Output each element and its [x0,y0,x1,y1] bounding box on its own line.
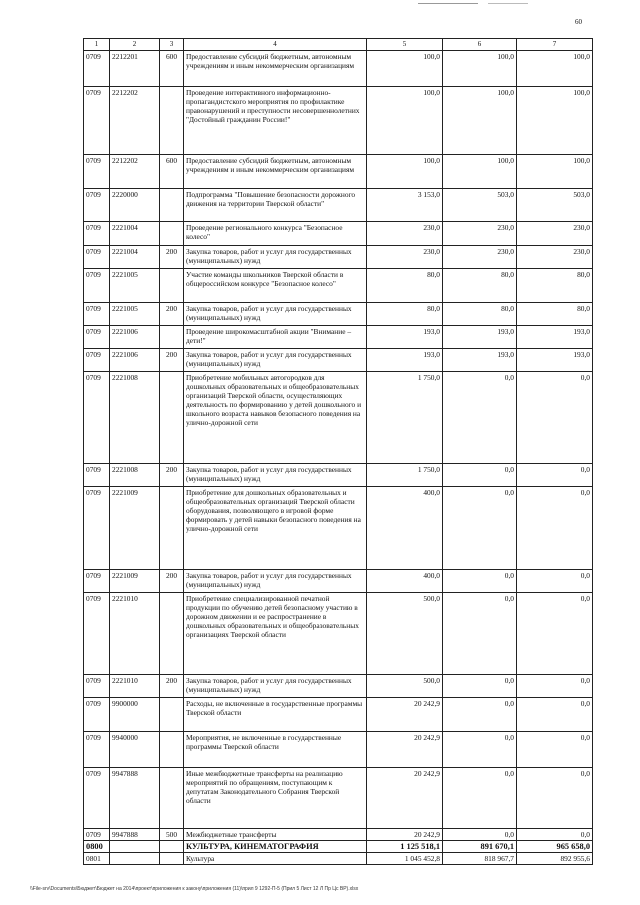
target-article-cell: 2221009 [110,570,160,593]
amount-year3-cell: 0,0 [517,593,593,675]
table-row [84,593,593,675]
description-cell: Закупка товаров, работ и услуг для государственных (муниципальных) нужд [184,246,367,269]
section-code-cell: 0709 [84,829,110,841]
description-cell: Предоставление субсидий бюджетным, автономным учреждениям и иным некоммерческим организациям [184,155,367,189]
expense-type-cell [160,87,184,155]
expense-type-cell: 200 [160,303,184,326]
target-article-cell: 2221004 [110,246,160,269]
table-row [84,675,593,698]
amount-year1-cell: 400,0 [367,487,443,570]
amount-year3-cell: 100,0 [517,51,593,87]
description-cell: Закупка товаров, работ и услуг для государственных (муниципальных) нужд [184,349,367,372]
amount-year1-cell: 100,0 [367,155,443,189]
amount-year3-cell: 0,0 [517,768,593,829]
amount-year3-cell: 80,0 [517,303,593,326]
target-article-cell: 2221006 [110,326,160,349]
description-cell: Межбюджетные трансферты [184,829,367,841]
amount-year1-cell: 1 750,0 [367,372,443,464]
amount-year1-cell: 1 750,0 [367,464,443,487]
section-code-cell: 0709 [84,675,110,698]
column-number-header [84,39,593,51]
amount-year3-cell: 230,0 [517,222,593,246]
amount-year3-cell: 0,0 [517,732,593,768]
section-code-cell: 0709 [84,487,110,570]
amount-year2-cell: 0,0 [443,372,517,464]
target-article-cell [110,841,160,853]
amount-year1-cell: 20 242,9 [367,698,443,732]
amount-year1-cell: 230,0 [367,222,443,246]
description-cell: Приобретение специализированной печатной продукции по обучению детей безопасному участию в дорожном движении и ее распространение в дошкольных образовательных и общеобразовательных организациях Тверской области [184,593,367,675]
amount-year3-cell: 892 955,6 [517,853,593,865]
target-article-cell: 9900000 [110,698,160,732]
target-article-cell: 2221010 [110,593,160,675]
expense-type-cell [160,372,184,464]
amount-year2-cell: 80,0 [443,269,517,303]
amount-year1-cell: 193,0 [367,349,443,372]
expense-type-cell [160,732,184,768]
section-code-cell: 0709 [84,189,110,222]
section-code-cell: 0709 [84,87,110,155]
table-row [84,853,593,865]
table-row [84,487,593,570]
target-article-cell: 2221010 [110,675,160,698]
expense-type-cell [160,593,184,675]
target-article-cell: 9947888 [110,768,160,829]
section-code-cell: 0709 [84,372,110,464]
expense-type-cell: 600 [160,155,184,189]
amount-year3-cell: 0,0 [517,698,593,732]
amount-year2-cell: 0,0 [443,570,517,593]
amount-year3-cell: 230,0 [517,246,593,269]
target-article-cell: 9947888 [110,829,160,841]
column-header: 3 [160,39,184,51]
description-cell: Расходы, не включенные в государственные программы Тверской области [184,698,367,732]
section-code-cell: 0801 [84,853,110,865]
section-code-cell: 0709 [84,349,110,372]
amount-year1-cell: 20 242,9 [367,829,443,841]
amount-year1-cell: 100,0 [367,51,443,87]
table-row [84,269,593,303]
table-row [84,326,593,349]
target-article-cell: 2221005 [110,303,160,326]
amount-year3-cell: 80,0 [517,269,593,303]
description-cell: Проведение интерактивного информационно-пропагандистского мероприятия по профилактике правонарушений и преступности несовершеннолетних "Достойный гражданин России!" [184,87,367,155]
table-row [84,732,593,768]
expense-type-cell [160,222,184,246]
table-row [84,768,593,829]
column-header: 6 [443,39,517,51]
amount-year3-cell: 503,0 [517,189,593,222]
section-code-cell: 0709 [84,303,110,326]
amount-year3-cell: 0,0 [517,464,593,487]
target-article-cell: 2221008 [110,372,160,464]
target-article-cell: 2212202 [110,87,160,155]
column-header: 7 [517,39,593,51]
description-cell: Приобретение для дошкольных образовательных и общеобразовательных организаций Тверской области оборудования, позволяющего в игровой форме формировать у детей навыки безопасного поведения на улично-дорожной сети [184,487,367,570]
section-code-cell: 0709 [84,732,110,768]
section-code-cell: 0709 [84,246,110,269]
amount-year3-cell: 100,0 [517,87,593,155]
expense-type-cell: 500 [160,829,184,841]
section-code-cell: 0709 [84,570,110,593]
expense-type-cell: 200 [160,246,184,269]
expense-type-cell [160,326,184,349]
table-row [84,246,593,269]
section-code-cell: 0709 [84,222,110,246]
table-row [84,87,593,155]
section-code-cell: 0800 [84,841,110,853]
table-row [84,303,593,326]
description-cell: Закупка товаров, работ и услуг для государственных (муниципальных) нужд [184,464,367,487]
amount-year2-cell: 0,0 [443,487,517,570]
table-row [84,222,593,246]
table-row [84,570,593,593]
expense-type-cell: 200 [160,464,184,487]
amount-year2-cell: 503,0 [443,189,517,222]
expense-type-cell [160,768,184,829]
table-row [84,189,593,222]
description-cell: КУЛЬТУРА, КИНЕМАТОГРАФИЯ [184,841,367,853]
expense-type-cell [160,853,184,865]
target-article-cell: 2221009 [110,487,160,570]
target-article-cell: 2212201 [110,51,160,87]
description-cell: Иные межбюджетные трансферты на реализацию мероприятий по обращениям, поступающим к депутатам Законодательного Собрания Тверской области [184,768,367,829]
amount-year1-cell: 230,0 [367,246,443,269]
amount-year1-cell: 80,0 [367,269,443,303]
expense-type-cell: 200 [160,675,184,698]
expense-type-cell [160,698,184,732]
amount-year1-cell: 400,0 [367,570,443,593]
amount-year2-cell: 0,0 [443,732,517,768]
amount-year3-cell: 0,0 [517,372,593,464]
amount-year3-cell: 0,0 [517,487,593,570]
amount-year2-cell: 100,0 [443,51,517,87]
amount-year3-cell: 0,0 [517,675,593,698]
expense-type-cell: 200 [160,570,184,593]
amount-year1-cell: 3 153,0 [367,189,443,222]
description-cell: Культура [184,853,367,865]
top-decorative-line [418,3,478,4]
table-row [84,829,593,841]
expense-type-cell [160,487,184,570]
expense-type-cell: 600 [160,51,184,87]
amount-year2-cell: 0,0 [443,464,517,487]
amount-year2-cell: 0,0 [443,829,517,841]
table-row [84,841,593,853]
page-number: 60 [575,18,582,26]
amount-year1-cell: 500,0 [367,675,443,698]
section-code-cell: 0709 [84,593,110,675]
section-code-cell: 0709 [84,464,110,487]
column-header: 5 [367,39,443,51]
target-article-cell: 2221004 [110,222,160,246]
amount-year2-cell: 891 670,1 [443,841,517,853]
amount-year2-cell: 818 967,7 [443,853,517,865]
amount-year3-cell: 965 658,0 [517,841,593,853]
table-row [84,51,593,87]
target-article-cell: 9940000 [110,732,160,768]
amount-year1-cell: 20 242,9 [367,732,443,768]
table-row [84,155,593,189]
table-row [84,464,593,487]
target-article-cell: 2221005 [110,269,160,303]
description-cell: Предоставление субсидий бюджетным, автономным учреждениям и иным некоммерческим организациям [184,51,367,87]
description-cell: Закупка товаров, работ и услуг для государственных (муниципальных) нужд [184,675,367,698]
amount-year2-cell: 0,0 [443,593,517,675]
amount-year2-cell: 0,0 [443,675,517,698]
file-path-footer: \\File-srv\Documents\Бюджет\Бюджет на 2014\проект\приложения к закону\приложения (11)\прил 9 1292-П-5 (Прил 5 Лист 12 Л Пр Цс ВР).xlsx [30,886,359,892]
section-code-cell: 0709 [84,155,110,189]
top-decorative-line [488,3,528,4]
description-cell: Проведение широкомасштабной акции "Внимание – дети!" [184,326,367,349]
table-row [84,698,593,732]
target-article-cell: 2212202 [110,155,160,189]
column-header: 4 [184,39,367,51]
amount-year1-cell: 20 242,9 [367,768,443,829]
expense-type-cell [160,269,184,303]
section-code-cell: 0709 [84,51,110,87]
amount-year2-cell: 100,0 [443,155,517,189]
budget-table [83,38,593,865]
section-code-cell: 0709 [84,326,110,349]
description-cell: Закупка товаров, работ и услуг для государственных (муниципальных) нужд [184,303,367,326]
column-header: 2 [110,39,160,51]
amount-year3-cell: 193,0 [517,326,593,349]
amount-year2-cell: 193,0 [443,349,517,372]
target-article-cell: 2221008 [110,464,160,487]
amount-year1-cell: 1 045 452,8 [367,853,443,865]
amount-year1-cell: 1 125 518,1 [367,841,443,853]
amount-year3-cell: 100,0 [517,155,593,189]
description-cell: Подпрограмма "Повышение безопасности дорожного движения на территории Тверской области" [184,189,367,222]
amount-year1-cell: 500,0 [367,593,443,675]
target-article-cell: 2221006 [110,349,160,372]
amount-year2-cell: 193,0 [443,326,517,349]
table-row [84,349,593,372]
description-cell: Приобретение мобильных автогородков для дошкольных образовательных и общеобразовательных организаций Тверской области, осуществляющих деятельность по формированию у детей дошкольного и школьного возраста навыков безопасного поведения на улично-дорожной сети [184,372,367,464]
table-row [84,372,593,464]
amount-year3-cell: 193,0 [517,349,593,372]
section-code-cell: 0709 [84,698,110,732]
amount-year3-cell: 0,0 [517,829,593,841]
description-cell: Мероприятия, не включенные в государственные программы Тверской области [184,732,367,768]
description-cell: Закупка товаров, работ и услуг для государственных (муниципальных) нужд [184,570,367,593]
amount-year2-cell: 230,0 [443,222,517,246]
target-article-cell [110,853,160,865]
expense-type-cell: 200 [160,349,184,372]
column-header: 1 [84,39,110,51]
amount-year1-cell: 100,0 [367,87,443,155]
amount-year1-cell: 80,0 [367,303,443,326]
target-article-cell: 2220000 [110,189,160,222]
section-code-cell: 0709 [84,768,110,829]
description-cell: Участие команды школьников Тверской области в общероссийском конкурсе "Безопасное колесо" [184,269,367,303]
expense-type-cell [160,189,184,222]
amount-year1-cell: 193,0 [367,326,443,349]
amount-year2-cell: 230,0 [443,246,517,269]
expense-type-cell [160,841,184,853]
amount-year3-cell: 0,0 [517,570,593,593]
amount-year2-cell: 100,0 [443,87,517,155]
amount-year2-cell: 0,0 [443,768,517,829]
section-code-cell: 0709 [84,269,110,303]
amount-year2-cell: 0,0 [443,698,517,732]
description-cell: Проведение регионального конкурса "Безопасное колесо" [184,222,367,246]
amount-year2-cell: 80,0 [443,303,517,326]
